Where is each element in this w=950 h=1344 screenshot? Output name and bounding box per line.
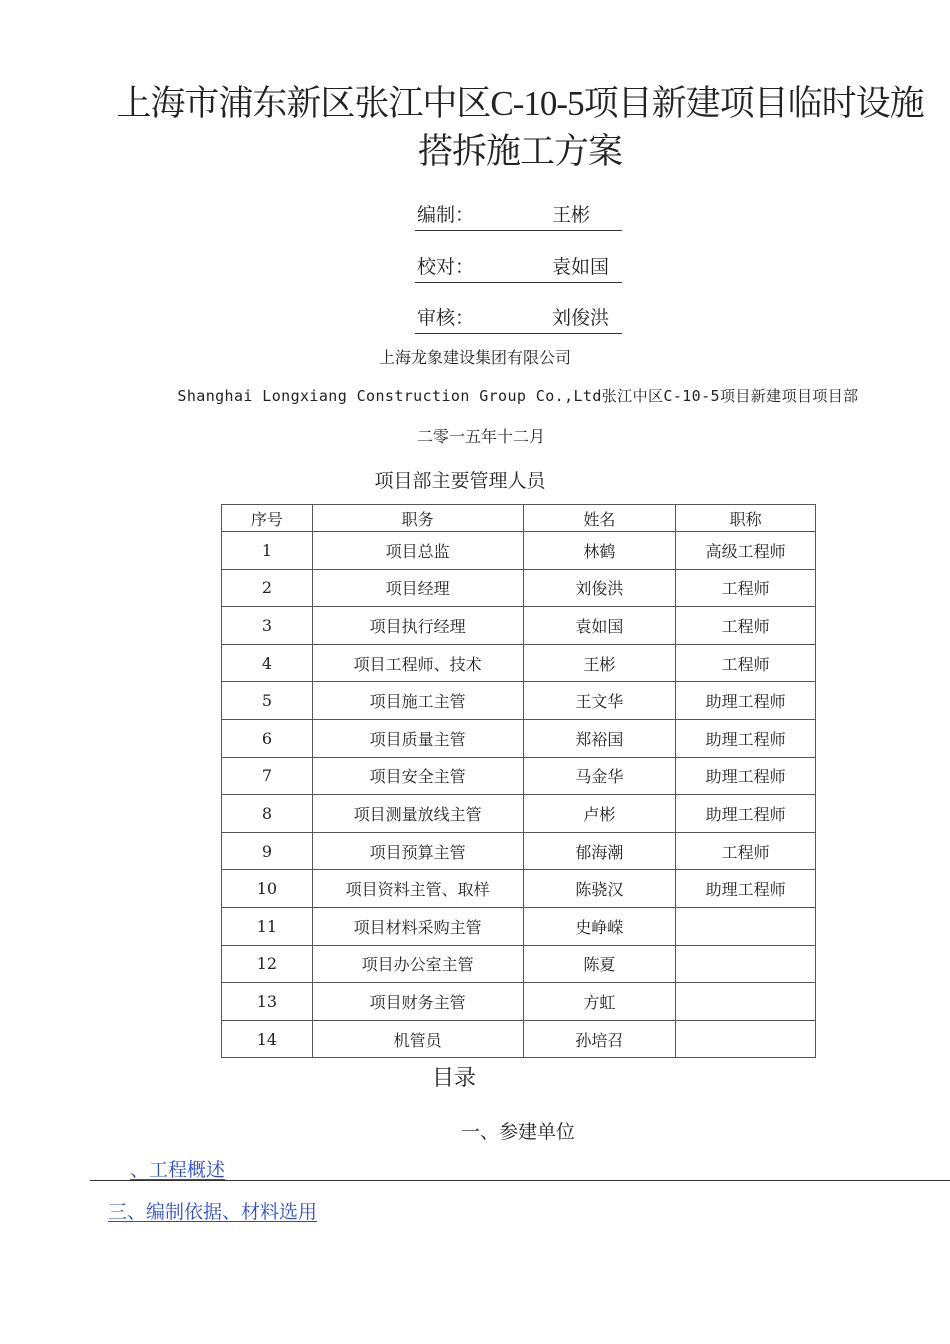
cell-title: 助理工程师 bbox=[676, 757, 816, 795]
cell-name: 孙培召 bbox=[523, 1020, 676, 1058]
cell-name: 方虹 bbox=[523, 983, 676, 1021]
title-line-1: 上海市浦东新区张江中区C-10-5项目新建项目临时设施 bbox=[116, 84, 924, 123]
column-header: 职务 bbox=[312, 505, 523, 532]
cell-position: 项目工程师、技术 bbox=[312, 644, 523, 682]
staff-table-body bbox=[222, 532, 816, 1058]
document-title bbox=[90, 80, 950, 176]
table-row bbox=[222, 757, 816, 795]
toc-item-participants: 一、参建单位 bbox=[460, 1121, 575, 1143]
cell-title bbox=[676, 907, 816, 945]
cell-index: 12 bbox=[222, 945, 313, 983]
cell-index: 2 bbox=[222, 569, 313, 607]
cell-name: 王彬 bbox=[523, 644, 676, 682]
signoff-proofread bbox=[415, 250, 622, 283]
cell-position: 项目测量放线主管 bbox=[312, 795, 523, 833]
cell-title bbox=[676, 1020, 816, 1058]
cell-position: 项目财务主管 bbox=[312, 983, 523, 1021]
cell-position: 项目施工主管 bbox=[312, 682, 523, 720]
table-row bbox=[222, 832, 816, 870]
table-row bbox=[222, 569, 816, 607]
cell-name: 刘俊洪 bbox=[523, 569, 676, 607]
staff-table bbox=[221, 504, 816, 1058]
cell-position: 项目执行经理 bbox=[312, 607, 523, 645]
table-row bbox=[222, 870, 816, 908]
table-row bbox=[222, 983, 816, 1021]
cell-position: 项目总监 bbox=[312, 532, 523, 570]
cell-title: 助理工程师 bbox=[676, 719, 816, 757]
cell-name: 卢彬 bbox=[523, 795, 676, 833]
cell-name: 王文华 bbox=[523, 682, 676, 720]
cell-name: 陈夏 bbox=[523, 945, 676, 983]
table-header-row bbox=[222, 505, 816, 532]
cell-index: 14 bbox=[222, 1020, 313, 1058]
cell-name: 史峥嵘 bbox=[523, 907, 676, 945]
cell-position: 项目安全主管 bbox=[312, 757, 523, 795]
cell-position: 项目办公室主管 bbox=[312, 945, 523, 983]
cell-position: 机管员 bbox=[312, 1020, 523, 1058]
signoff-label: 编制： bbox=[417, 204, 475, 226]
table-row bbox=[222, 607, 816, 645]
toc-title: 目录 bbox=[431, 1066, 476, 1091]
cell-position: 项目质量主管 bbox=[312, 719, 523, 757]
company-name-en: Shanghai Longxiang Construction Group Co.,Ltd张江中区C-10-5项目新建项目项目部 bbox=[177, 387, 859, 405]
cell-name: 陈骁汉 bbox=[523, 870, 676, 908]
table-row bbox=[222, 532, 816, 570]
cell-index: 1 bbox=[222, 532, 313, 570]
cell-title: 工程师 bbox=[676, 644, 816, 682]
cell-index: 6 bbox=[222, 719, 313, 757]
table-row bbox=[222, 795, 816, 833]
signoff-value: 王彬 bbox=[552, 204, 591, 226]
cell-index: 5 bbox=[222, 682, 313, 720]
cell-title: 助理工程师 bbox=[676, 795, 816, 833]
cell-index: 7 bbox=[222, 757, 313, 795]
column-header: 职称 bbox=[676, 505, 816, 532]
column-header: 序号 bbox=[222, 505, 313, 532]
toc-link-basis-materials[interactable]: 三、编制依据、材料选用 bbox=[108, 1201, 318, 1223]
cell-position: 项目材料采购主管 bbox=[312, 907, 523, 945]
cell-name: 郁海潮 bbox=[523, 832, 676, 870]
cell-index: 8 bbox=[222, 795, 313, 833]
document-date: 二零一五年十二月 bbox=[416, 427, 545, 446]
cell-title: 工程师 bbox=[676, 607, 816, 645]
cell-position: 项目预算主管 bbox=[312, 832, 523, 870]
cell-title bbox=[676, 945, 816, 983]
cell-title: 助理工程师 bbox=[676, 682, 816, 720]
cell-index: 4 bbox=[222, 644, 313, 682]
table-row bbox=[222, 945, 816, 983]
cell-index: 13 bbox=[222, 983, 313, 1021]
cell-title: 工程师 bbox=[676, 832, 816, 870]
column-header: 姓名 bbox=[523, 505, 676, 532]
signoff-review bbox=[415, 301, 622, 334]
title-line-2: 搭拆施工方案 bbox=[417, 132, 622, 171]
table-row bbox=[222, 1020, 816, 1058]
cell-name: 袁如国 bbox=[523, 607, 676, 645]
cell-title: 助理工程师 bbox=[676, 870, 816, 908]
cell-index: 9 bbox=[222, 832, 313, 870]
cell-name: 马金华 bbox=[523, 757, 676, 795]
staff-table-title: 项目部主要管理人员 bbox=[374, 470, 546, 492]
signoff-value: 袁如国 bbox=[552, 256, 610, 278]
table-row bbox=[222, 719, 816, 757]
table-row bbox=[222, 644, 816, 682]
company-name-cn: 上海龙象建设集团有限公司 bbox=[378, 348, 571, 367]
cell-title bbox=[676, 983, 816, 1021]
cell-index: 10 bbox=[222, 870, 313, 908]
cell-title: 高级工程师 bbox=[676, 532, 816, 570]
table-row bbox=[222, 907, 816, 945]
cell-name: 郑裕国 bbox=[523, 719, 676, 757]
cell-name: 林鹤 bbox=[523, 532, 676, 570]
cell-index: 3 bbox=[222, 607, 313, 645]
cell-title: 工程师 bbox=[676, 569, 816, 607]
signoff-label: 校对： bbox=[417, 256, 475, 278]
cell-index: 11 bbox=[222, 907, 313, 945]
signoff-compiled bbox=[415, 198, 622, 231]
signoff-label: 审核： bbox=[417, 307, 475, 329]
cell-position: 项目经理 bbox=[312, 569, 523, 607]
toc-link-project-overview[interactable]: 、工程概述 bbox=[130, 1159, 226, 1181]
table-row bbox=[222, 682, 816, 720]
signoff-value: 刘俊洪 bbox=[552, 307, 610, 329]
cell-position: 项目资料主管、取样 bbox=[312, 870, 523, 908]
divider bbox=[90, 1180, 950, 1181]
